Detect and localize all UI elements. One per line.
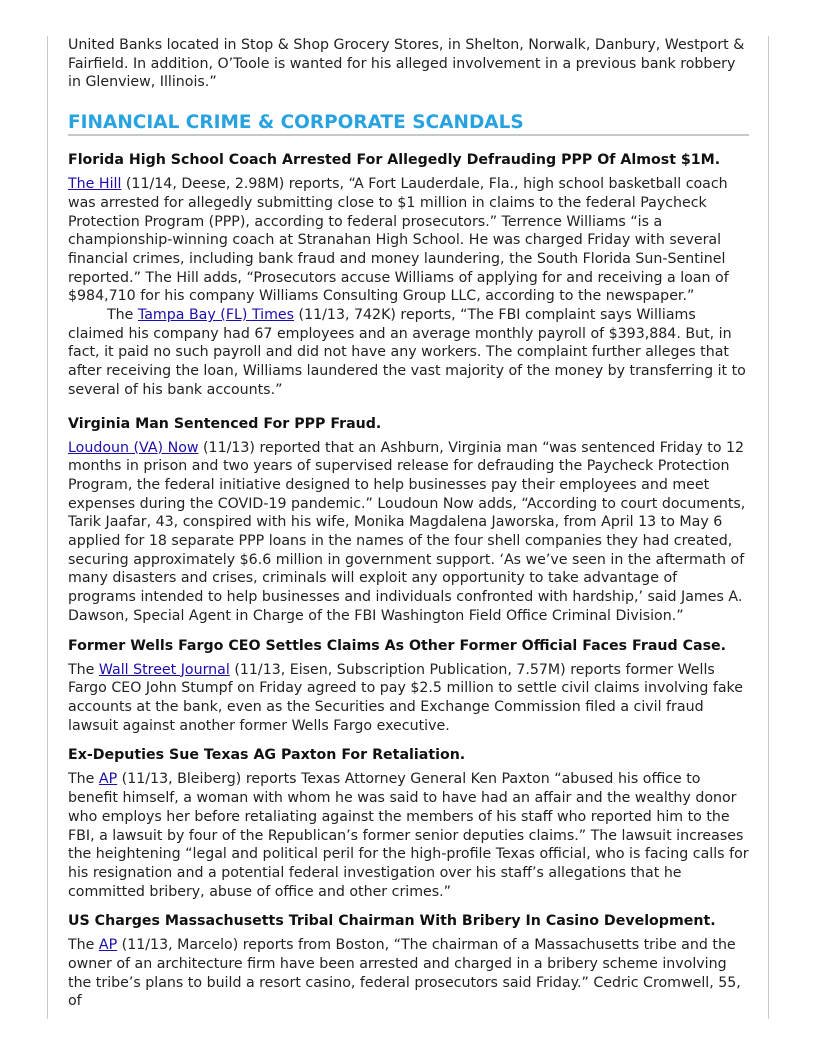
story-paxton bbox=[68, 746, 749, 901]
left-margin-rule bbox=[47, 36, 48, 1019]
story-headline: Former Wells Fargo CEO Settles Claims As Other Former Official Faces Fraud Case. bbox=[68, 637, 727, 654]
source-link[interactable]: Tampa Bay (FL) Times bbox=[137, 307, 295, 324]
story-headline: Virginia Man Sentenced For PPP Fraud. bbox=[68, 415, 382, 432]
story-headline: US Charges Massachusetts Tribal Chairman With Bribery In Casino Development. bbox=[68, 913, 716, 930]
story-paragraph bbox=[68, 661, 749, 736]
story-headline: Florida High School Coach Arrested For Allegedly Defrauding PPP Of Almost $1M. bbox=[68, 152, 721, 169]
story-headline: Ex-Deputies Sue Texas AG Paxton For Retaliation. bbox=[68, 747, 466, 764]
story-ppp-coach bbox=[68, 151, 749, 399]
story-prefix: The bbox=[68, 937, 99, 954]
story-text: (11/13, 742K) reports, “The FBI complaint says Williams claimed his company had 67 employees and an average monthly payroll of $393,884. But, in fact, it paid no such payroll and did not have any workers. The complaint further alleges that after receiving the loan, Williams laundered the vast majority of the money by transferring it to several of his bank accounts.” bbox=[68, 307, 746, 398]
story-text: (11/13) reported that an Ashburn, Virginia man “was sentenced Friday to 12 months in prison and two years of supervised release for defrauding the Paycheck Protection Program, the federal initiative designed to help businesses pay their employees and meet expenses during the COVID-19 pandemic.” Loudoun Now adds, “According to court documents, Tarik Jaafar, 43, conspired with his wife, Monika Magdalena Jaworska, from April 13 to May 6 applied for 18 separate PPP loans in the names of the four shell companies they had created, securing approximately $6.6 million in government support. ‘As we’ve seen in the aftermath of many disasters and crises, criminals will exploit any opportunity to take advantage of programs intended to help businesses and individuals confronted with hardship,’ said James A. Dawson, Special Agent in Charge of the FBI Washington Field Office Criminal Division.” bbox=[68, 439, 746, 624]
source-link[interactable]: AP bbox=[98, 937, 118, 954]
story-wells-fargo bbox=[68, 637, 749, 736]
source-link[interactable]: Wall Street Journal bbox=[98, 661, 230, 678]
source-link[interactable]: The Hill bbox=[68, 176, 122, 193]
right-margin-rule bbox=[768, 36, 769, 1019]
intro-paragraph: United Banks located in Stop & Shop Grocery Stores, in Shelton, Norwalk, Danbury, Westport & Fairfield. In addition, O’Toole is wanted for his alleged involvement in a previous bank robbery in Glenview, Illinois.” bbox=[68, 37, 745, 91]
story-text: (11/13, Marcelo) reports from Boston, “The chairman of a Massachusetts tribe and the owner of an architecture firm have been arrested and charged in a bribery scheme involving the tribe’s plans to build a resort casino, federal prosecutors said Friday.” Cedric Cromwell, 55, of bbox=[68, 937, 741, 1010]
story-tribal-chairman bbox=[68, 912, 749, 1011]
document-content bbox=[68, 36, 749, 1026]
source-link[interactable]: AP bbox=[98, 771, 118, 788]
story-virginia-ppp bbox=[68, 415, 749, 626]
source-link[interactable]: Loudoun (VA) Now bbox=[68, 439, 199, 456]
story-prefix: The bbox=[68, 771, 99, 788]
story-prefix: The bbox=[68, 661, 99, 678]
story-text: (11/14, Deese, 2.98M) reports, “A Fort Lauderdale, Fla., high school basketball coach was arrested for allegedly submitting close to $1 million in claims to the federal Paycheck Protection Program (PPP), according to federal prosecutors.” Terrence Williams “is a championship-winning coach at Stranahan High School. He was charged Friday with several financial crimes, including bank fraud and money laundering, the South Florida Sun-Sentinel reported.” The Hill adds, “Prosecutors accuse Williams of applying for and receiving a loan of $984,710 for his company Williams Consulting Group LLC, according to the newspaper.” bbox=[68, 176, 729, 305]
section-title: FINANCIAL CRIME & CORPORATE SCANDALS bbox=[68, 112, 749, 136]
story-paragraph bbox=[68, 306, 749, 400]
story-paragraph bbox=[68, 936, 749, 1011]
story-paragraph bbox=[68, 439, 749, 626]
story-text: (11/13, Bleiberg) reports Texas Attorney General Ken Paxton “abused his office to benefit himself, a woman with whom he was said to have had an affair and the wealthy donor who employs her before retaliating against the members of his staff who reported him to the FBI, a lawsuit by four of the Republican’s former senior deputies claims.” The lawsuit increases the heightening “legal and political peril for the high-profile Texas official, who is facing calls for his resignation and a potential federal investigation over his staff’s allegations that he committed bribery, abuse of office and other crimes.” bbox=[68, 771, 749, 900]
story-paragraph bbox=[68, 175, 749, 306]
story-paragraph bbox=[68, 770, 749, 901]
story-text: (11/13, Eisen, Subscription Publication, 7.57M) reports former Wells Fargo CEO John Stumpf on Friday agreed to pay $2.5 million to settle civil claims involving fake accounts at the bank, even as the Securities and Exchange Commission filed a civil fraud lawsuit against another former Wells Fargo executive. bbox=[68, 661, 743, 734]
story-prefix: The bbox=[107, 307, 138, 324]
